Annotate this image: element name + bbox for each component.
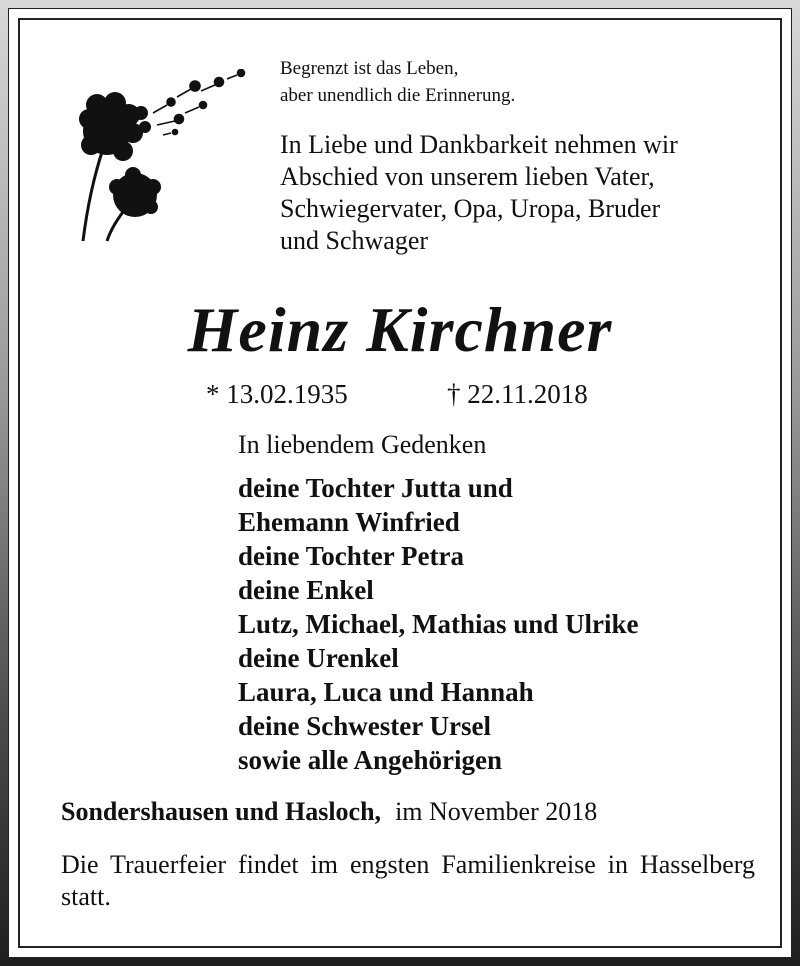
month-date: im November 2018 bbox=[395, 797, 598, 826]
intro-line-3: Schwiegervater, Opa, Uropa, Bruder bbox=[280, 194, 661, 223]
intro-line-1: In Liebe und Dankbarkeit nehmen wir bbox=[280, 130, 678, 159]
funeral-note: Die Trauerfeier findet im engsten Familienkreise in Hasselberg statt. bbox=[61, 850, 755, 911]
quote-line-2: aber unendlich die Erinnerung. bbox=[280, 85, 516, 106]
mourner-line: deine Schwester Ursel bbox=[238, 711, 491, 741]
intro-text bbox=[280, 129, 678, 257]
birth-date: * 13.02.1935 bbox=[206, 379, 348, 409]
mourner-line: deine Tochter Jutta und bbox=[238, 473, 513, 503]
quote bbox=[280, 55, 515, 109]
memory-heading: In liebendem Gedenken bbox=[238, 430, 487, 459]
intro-line-4: und Schwager bbox=[280, 226, 429, 255]
intro-line-2: Abschied von unserem lieben Vater, bbox=[280, 162, 655, 191]
mourner-line: deine Enkel bbox=[238, 575, 374, 605]
location: Sondershausen und Hasloch, bbox=[61, 797, 382, 826]
mourner-line: deine Tochter Petra bbox=[238, 541, 464, 571]
mourner-line: deine Urenkel bbox=[238, 643, 399, 673]
mourners-list bbox=[238, 471, 639, 777]
quote-line-1: Begrenzt ist das Leben, bbox=[280, 58, 459, 79]
mourner-line: Ehemann Winfried bbox=[238, 507, 460, 537]
death-date: † 22.11.2018 bbox=[447, 379, 588, 409]
mourner-line: Laura, Luca und Hannah bbox=[238, 677, 534, 707]
mourner-line: Lutz, Michael, Mathias und Ulrike bbox=[238, 609, 639, 639]
obituary-card bbox=[8, 8, 792, 958]
dandelion-icon bbox=[67, 69, 257, 249]
mourner-line: sowie alle Angehörigen bbox=[238, 745, 502, 775]
place-and-date bbox=[61, 796, 597, 828]
deceased-name: Heinz Kirchner bbox=[187, 294, 613, 365]
